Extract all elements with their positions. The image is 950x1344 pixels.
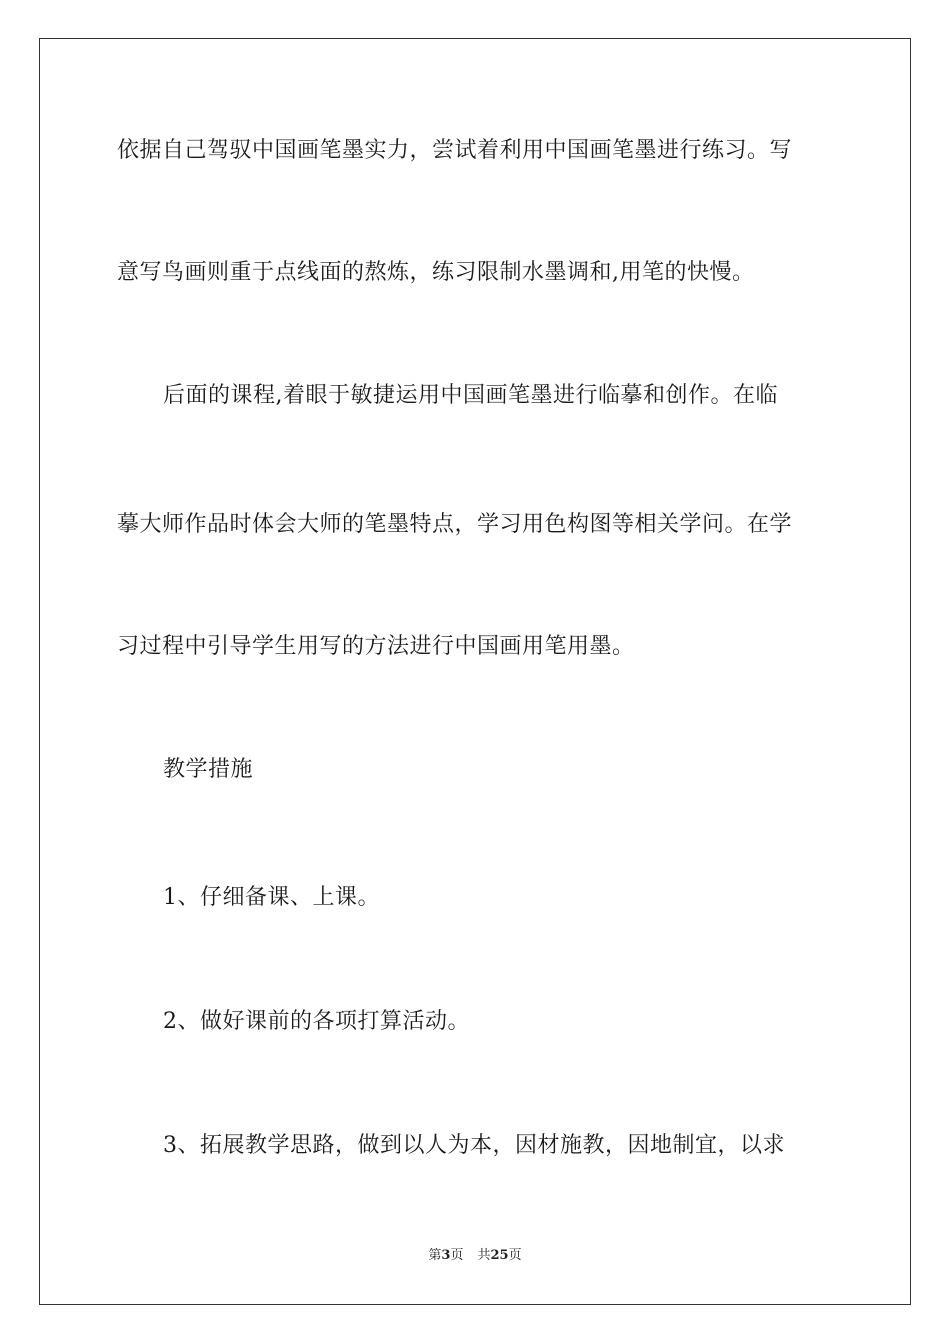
page-footer: [0, 1247, 950, 1265]
list-item-3: 3、拓展教学思路，做到以人为本，因材施教，因地制宜，以求: [163, 1133, 785, 1158]
footer-total-prefix: 共: [477, 1248, 491, 1263]
footer-page-number: 3: [441, 1248, 451, 1263]
body-line-2: 意写鸟画则重于点线面的熬炼，练习限制水墨调和,用笔的快慢。: [117, 260, 755, 285]
list-item-1: 1、仔细备课、上课。: [163, 885, 380, 910]
footer-total-suffix: 页: [508, 1248, 522, 1263]
page-border: [39, 38, 911, 1305]
footer-page-prefix: 第: [428, 1248, 442, 1263]
body-line-5: 习过程中引导学生用写的方法进行中国画用笔用墨。: [117, 634, 635, 659]
body-line-3: 后面的课程,着眼于敏捷运用中国画笔墨进行临摹和创作。在临: [163, 383, 778, 408]
footer-page-suffix: 页: [450, 1248, 464, 1263]
section-heading: 教学措施: [163, 757, 254, 782]
footer-total-pages: 25: [490, 1248, 509, 1263]
body-line-4: 摹大师作品时体会大师的笔墨特点，学习用色构图等相关学问。在学: [117, 512, 793, 537]
body-line-1: 依据自己驾驭中国画笔墨实力，尝试着利用中国画笔墨进行练习。写: [117, 138, 793, 163]
list-item-2: 2、做好课前的各项打算活动。: [163, 1009, 470, 1034]
